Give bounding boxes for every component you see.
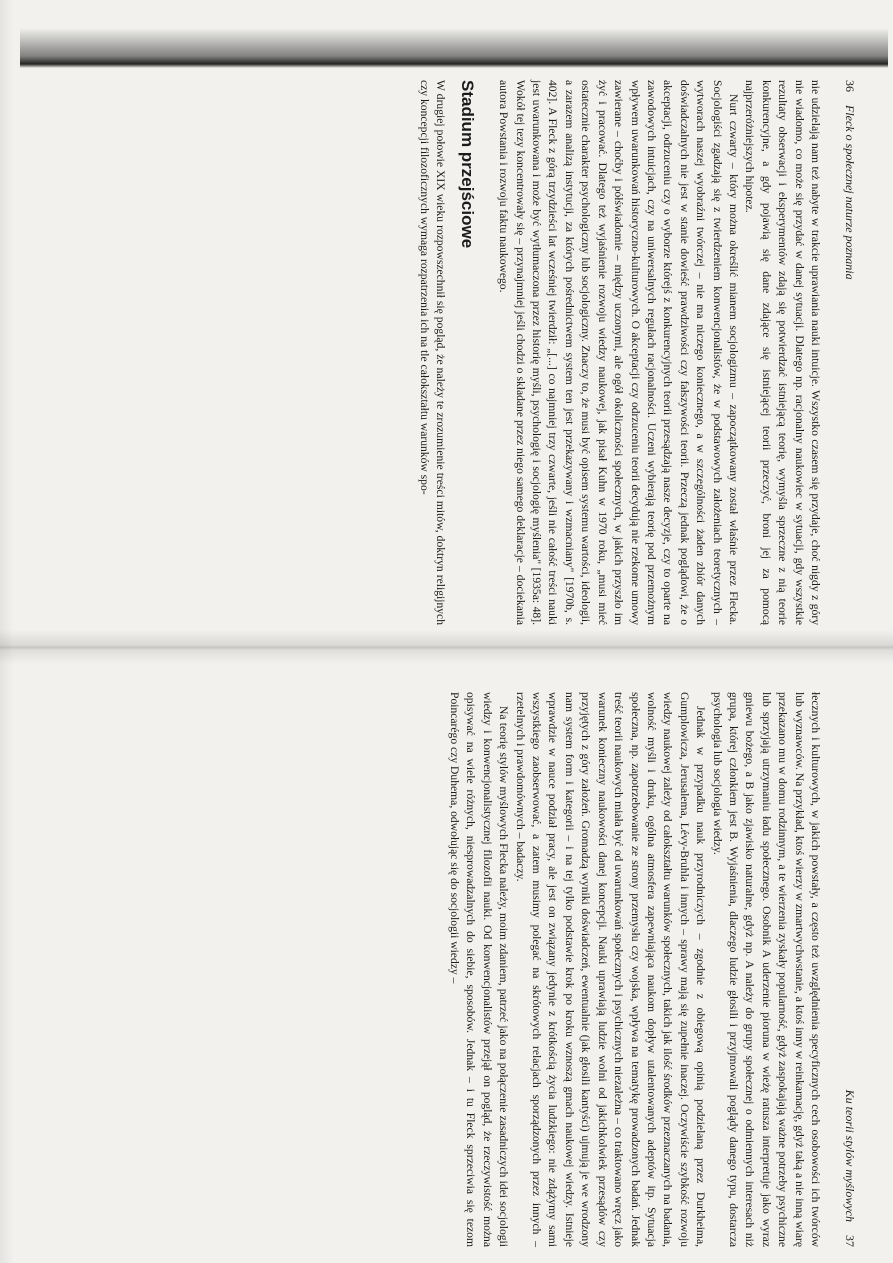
left-body-text — [416, 80, 823, 625]
left-running-head — [833, 80, 857, 625]
book-gutter-shadow — [0, 630, 893, 664]
right-paragraph-3: Na teorię stylów myślowych Flecka należy, moim zdaniem, patrzeć jako na połączenie zasadniczych idei socjologii wiedzy i konwencjonalistycznej filozofii nauki. Od konwencjonalistów przejął on pogląd, że rzeczywistość można opisywać na wiele różnych, niesprowadzalnych do siebie, sposobów. Jednak – i tu Fleck sprzeciwia się tezom Poincarégo czy Duhema, odwołując się do socjologii wiedzy – — [448, 692, 511, 1247]
left-paragraph-2: Nurt czwarty – który można określić mianem socjologizmu – zapoczątkowany został właśnie przez Flecka. Socjologiści zgadzają się z twierdzeniem konwencjonalistów, że w podstawowych założeniach teoretycznych – wytworach naszej wyobraźni twórczej – nie ma niczego koniecznego, a w szczególności żaden zbiór danych doświadczalnych nie jest w stanie dowieść prawdziwości czy fałszywości teorii. Przeczą jednak poglądowi, że o akceptacji, odrzuceniu czy o wyborze którejś z konkurencyjnych teorii przesądzają nasze decyzje, czy to oparte na zawodowych intuicjach, czy na uniwersalnych regułach racjonalności. Uczeni wybierają teorię pod przemożnym wpływem uwarunkowań historyczno-kulturowych. O akceptacji czy odrzuceniu teorii decydują nie rzekome umowy zawierane – choćby i półświadomie – między uczonymi, ale ogół okoliczności społecznych, w jakich przyszło im żyć i pracować. Dlatego też wyjaśnienie rozwoju wiedzy naukowej, jak pisał Kuhn w 1970 roku, „musi mieć ostatecznie charakter psychologiczny lub socjologiczny. Znaczy to, że musi być opisem systemu wartości, ideologii, a zarazem analizą instytucji, za których pośrednictwem system ten jest przekazywany i wzmacniany" [1970b, s. 402]. A Fleck z górą trzydzieści lat wcześniej twierdził: „[...] co najmniej trzy czwarte, jeśli nie całość treści nauki jest uwarunkowana i może być wytłumaczona przez historię myśli, psychologię i socjologię myślenia" [1935a: 48]. Wokół tej tezy koncentrowały się – przynajmniej jeśli chodzi o składane przez niego samego deklaracje – dociekania autora Powstania i rozwoju faktu naukowego. — [497, 80, 740, 625]
left-paragraph-1: nie udzielają nam też nabyte w trakcie uprawiania nauki intuicje. Wszystko czasem się przydaje, choć nigdy z góry nie wiadomo, co może się przydać w danej sytuacji. Dlatego np. racjonalny naukowiec w sytuacji, gdy wszystkie rezultaty obserwacji i eksperymentów zdają się potwierdzać istniejącą teorię, wymyśla sprzeczne z nią teorie konkurencyjne, a gdy pojawią się dane zdające się istniejącej teorii przeczyć, broni jej za pomocą najprzeróżniejszych hipotez. — [743, 80, 822, 625]
right-running-head-title: Ku teorii stylów myślowych — [843, 1089, 857, 1222]
scan-top-edge-shadow — [20, 28, 888, 68]
right-page — [107, 692, 857, 1247]
right-paragraph-1: łecznych i kulturowych, w jakich powstały, a często też uwzględnienia specyficznych cech osobowości ich twórców lub wyznawców. Na przykład, ktoś wierzy w zmartwychwstanie, a ktoś inny w reinkarnację, gdyż taką a nie inną wiarę przekazano mu w domu rodzinnym, a te wierzenia zyskały popularność, gdyż zaspokajają ważne potrzeby psychiczne lub sprzyjają utrzymaniu ładu społecznego. Osobnik A uderzenie pioruna w wieżę ratusza interpretuje jako wyraz gniewu bożego, a B jako zjawisko naturalne, gdyż np. A należy do grupy społecznej o odmiennych interesach niż grupa, której członkiem jest B. Wyjaśnienia, dlaczego ludzie głosili i przyjmowali poglądy danego typu, dostarcza psychologia lub socjologia wiedzy. — [710, 692, 822, 1247]
section-heading: Stadium przejściowe — [457, 80, 477, 249]
right-body-text — [446, 692, 823, 1247]
left-section-paragraph-1: W drugiej połowie XIX wieku rozpowszechnił się pogląd, że należy te zrozumienie treści mitów, doktryn religijnych czy koncepcji filozoficznych wymaga rozpatrzenia ich na tle całokształtu warunków spo- — [418, 80, 448, 625]
right-running-head — [833, 692, 857, 1247]
left-running-head-title: Fleck o społecznej naturze poznania — [843, 105, 857, 280]
right-page-number: 37 — [843, 1235, 857, 1247]
left-page-number: 36 — [843, 80, 857, 92]
right-paragraph-2: Jednak w przypadku nauk przyrodniczych – zgodnie z obiegową opinią podzielaną przez Durkheima, Gumplowicza, Jerusalema, Lévy-Bruhla i innych – sprawy mają się zupełnie inaczej. Oczywiście szybkość rozwoju wiedzy naukowej zależy od całokształtu warunków społecznych, takich jak ilość środków przeznaczanych na badania, wolność myśli i druku, ogólna atmosfera zapewniająca naukom dopływ utalentowanych adeptów itp. Sytuacja społeczna, np. zapotrzebowanie ze strony przemysłu czy wojska, wpływa na tematykę prowadzonych badań. Jednak treść teorii naukowych miała być od uwarunkowań społecznych i psychicznych niezależna – co traktowano wręcz jako warunek konieczny naukowości danej koncepcji. Nauki uprawiają ludzie wolni od jakichkolwiek przesądów czy przyjętych z góry założeń. Gromadzą wyniki doświadczeń, ewentualnie (jak głosili kantyści) ujmują je we wrodzony nam system form i kategorii – i na tej tylko podstawie krok po kroku wznoszą gmach naukowej wiedzy. Istnieje wprawdzie w nauce podział pracy, ale jest on związany jedynie z krótkością życia ludzkiego: nie zdążymy sami wszystkiego zaobserwować, a zatem musimy polegać na skrótowych relacjach sporządzonych przez innych – rzetelnych i prawdomównych – badaczy. — [513, 692, 708, 1247]
left-page — [107, 80, 857, 625]
